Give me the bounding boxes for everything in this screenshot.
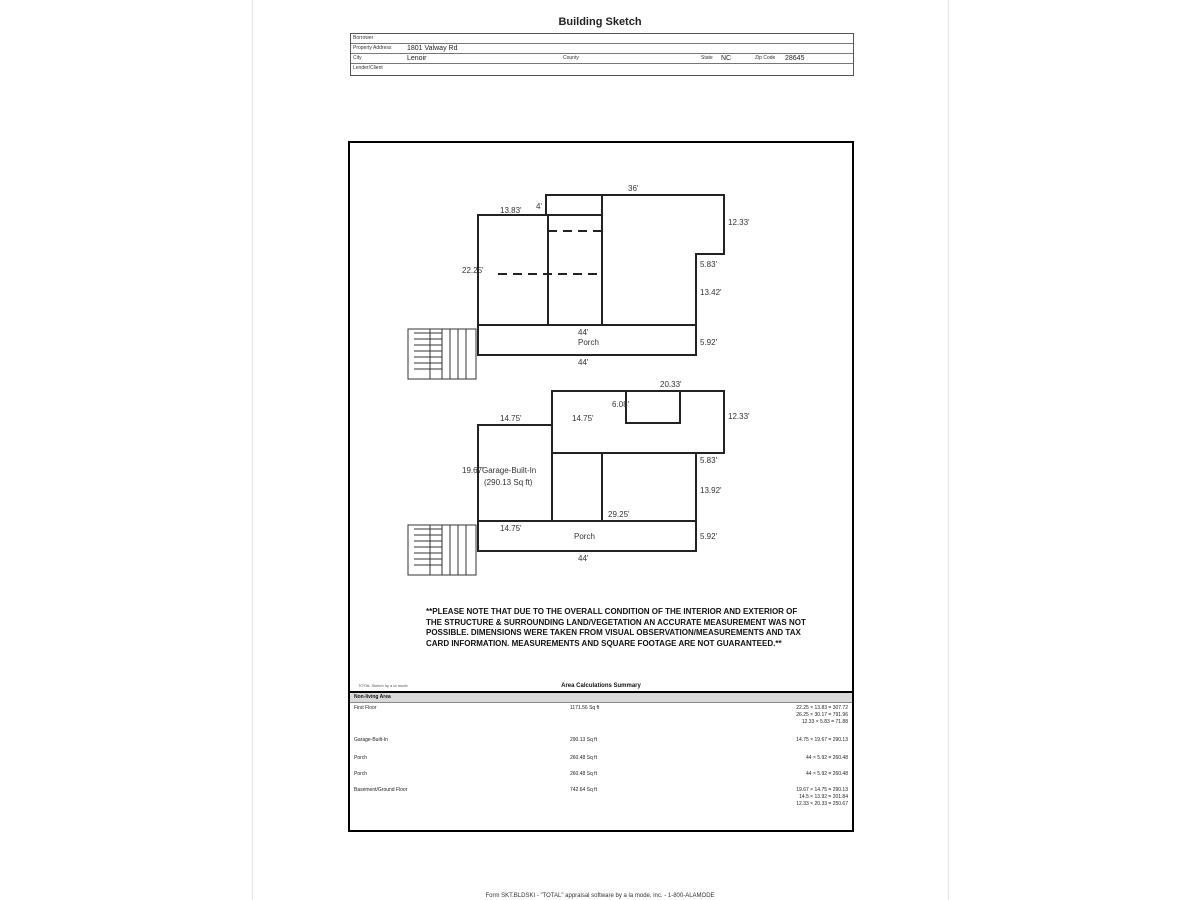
lower-top-room: [626, 391, 680, 423]
page-edge-left: [252, 0, 253, 900]
non-living-area-header: Non-living Area: [350, 693, 852, 703]
calc-row-name: Garage-Built-In: [354, 737, 388, 743]
zip-label: Zip Code: [755, 55, 776, 61]
calc-formula: 22.25 × 13.83 = 307.72: [796, 705, 848, 711]
dim-upper-top-left: 13.83': [500, 206, 522, 215]
property-header-table: [350, 33, 854, 76]
dim-lower-mid: 29.25': [608, 510, 630, 519]
calc-formula: 44 × 5.92 = 260.48: [806, 755, 848, 761]
sketch-credit: TOTAL Sketch by a la mode: [358, 683, 408, 688]
dim-lower-porch-top: 14.75': [500, 524, 522, 533]
calc-row-total: 290.13 Sq ft: [570, 737, 597, 743]
dim-upper-top: 36': [628, 184, 639, 193]
dim-lower-right-top: 12.33': [728, 412, 750, 421]
garage-area-label: (290.13 Sq ft): [484, 478, 533, 487]
property-address-label: Property Address: [353, 45, 392, 51]
page-edge-right: [948, 0, 949, 900]
lender-row: [351, 64, 853, 76]
city-row: [351, 54, 853, 64]
dim-upper-step: 5.83': [700, 260, 718, 269]
dim-upper-left: 22.25': [462, 266, 484, 275]
dim-lower-top: 20.33': [660, 380, 682, 389]
calc-row-formulas: [796, 737, 848, 744]
dim-upper-porch-right: 5.92': [700, 338, 718, 347]
dim-lower-top-left-a: 14.75': [500, 414, 522, 423]
calc-row-name: Basement/Ground Floor: [354, 787, 408, 793]
dim-upper-four: 4': [536, 202, 542, 211]
lender-label: Lender/Client: [353, 65, 383, 71]
zip-value: 28645: [785, 55, 805, 62]
upper-stairs: [408, 329, 476, 379]
calc-row-total: 260.48 Sq ft: [570, 771, 597, 777]
calc-row-formulas: [796, 787, 848, 808]
state-value: NC: [721, 55, 732, 62]
county-label: County: [563, 55, 579, 61]
city-value: Lenoir: [407, 55, 427, 62]
garage-label: Garage-Built-In: [482, 466, 537, 475]
calc-row-formulas: [806, 755, 848, 762]
calc-formula: 26.25 × 30.17 = 791.96: [796, 712, 848, 718]
lower-stairs: [408, 525, 476, 575]
property-address-value: 1801 Valway Rd: [407, 45, 458, 52]
calc-formula: 44 × 5.92 = 260.48: [806, 771, 848, 777]
calc-formula: 12.33 × 20.33 = 250.67: [796, 801, 848, 807]
calc-formula: 14.5 × 13.92 = 201.84: [799, 794, 848, 800]
calc-formula: 19.67 × 14.75 = 290.13: [796, 787, 848, 793]
lower-porch-label: Porch: [574, 532, 595, 541]
dim-upper-porch-top: 44': [578, 328, 589, 337]
property-address-row: [351, 44, 853, 54]
dim-lower-porch-bottom: 44': [578, 554, 589, 563]
area-calculations-table: [350, 691, 852, 830]
calc-row-formulas: [806, 771, 848, 778]
measurement-disclaimer: **PLEASE NOTE THAT DUE TO THE OVERALL CONDITION OF THE INTERIOR AND EXTERIOR OF THE STRUCTURE & SURROUNDING LAND/VEGETATION AN ACCURATE MEASUREMENT WAS NOT POSSIBLE. DIMENSIONS WERE TAKEN FROM VISUAL OBSERVATION/MEASUREMENTS AND TAX CARD INFORMATION. MEASUREMENTS AND SQUARE FOOTAGE ARE NOT GUARANTEED.**: [426, 607, 806, 648]
calc-row-name: Porch: [354, 771, 368, 777]
upper-porch-label: Porch: [578, 338, 599, 347]
calc-formula: 14.75 × 19.67 = 290.13: [796, 737, 848, 743]
calc-formula: 12.33 × 5.83 = 71.88: [801, 719, 848, 725]
dim-lower-top-left-b: 14.75': [572, 414, 594, 423]
dim-upper-porch-bottom: 44': [578, 358, 589, 367]
form-footer: Form SKT.BLDSKI - "TOTAL" appraisal software by a la mode, inc. - 1-800-ALAMODE: [485, 893, 715, 899]
borrower-label: Borrower: [353, 35, 374, 41]
area-summary-title: Area Calculations Summary: [561, 683, 641, 689]
sketch-frame: [348, 141, 854, 832]
dim-lower-left: 19.67': [462, 466, 484, 475]
dim-lower-small: 6.08': [612, 400, 630, 409]
calc-row-total: 1171.56 Sq ft: [570, 705, 600, 711]
dim-lower-right-mid: 13.92': [700, 486, 722, 495]
calc-row-formulas: [796, 705, 848, 726]
dim-lower-step: 5.83': [700, 456, 718, 465]
calc-row-total: 260.48 Sq ft: [570, 755, 597, 761]
calc-row-name: Porch: [354, 755, 368, 761]
state-label: State: [701, 55, 713, 61]
dim-upper-right-mid: 13.42': [700, 288, 722, 297]
calc-row-total: 742.64 Sq ft: [570, 787, 597, 793]
dim-upper-right-top: 12.33': [728, 218, 750, 227]
page-title: Building Sketch: [558, 16, 642, 28]
calc-row-name: First Floor: [354, 705, 377, 711]
dim-lower-porch-right: 5.92': [700, 532, 718, 541]
city-label: City: [353, 55, 362, 61]
borrower-row: [351, 34, 853, 44]
